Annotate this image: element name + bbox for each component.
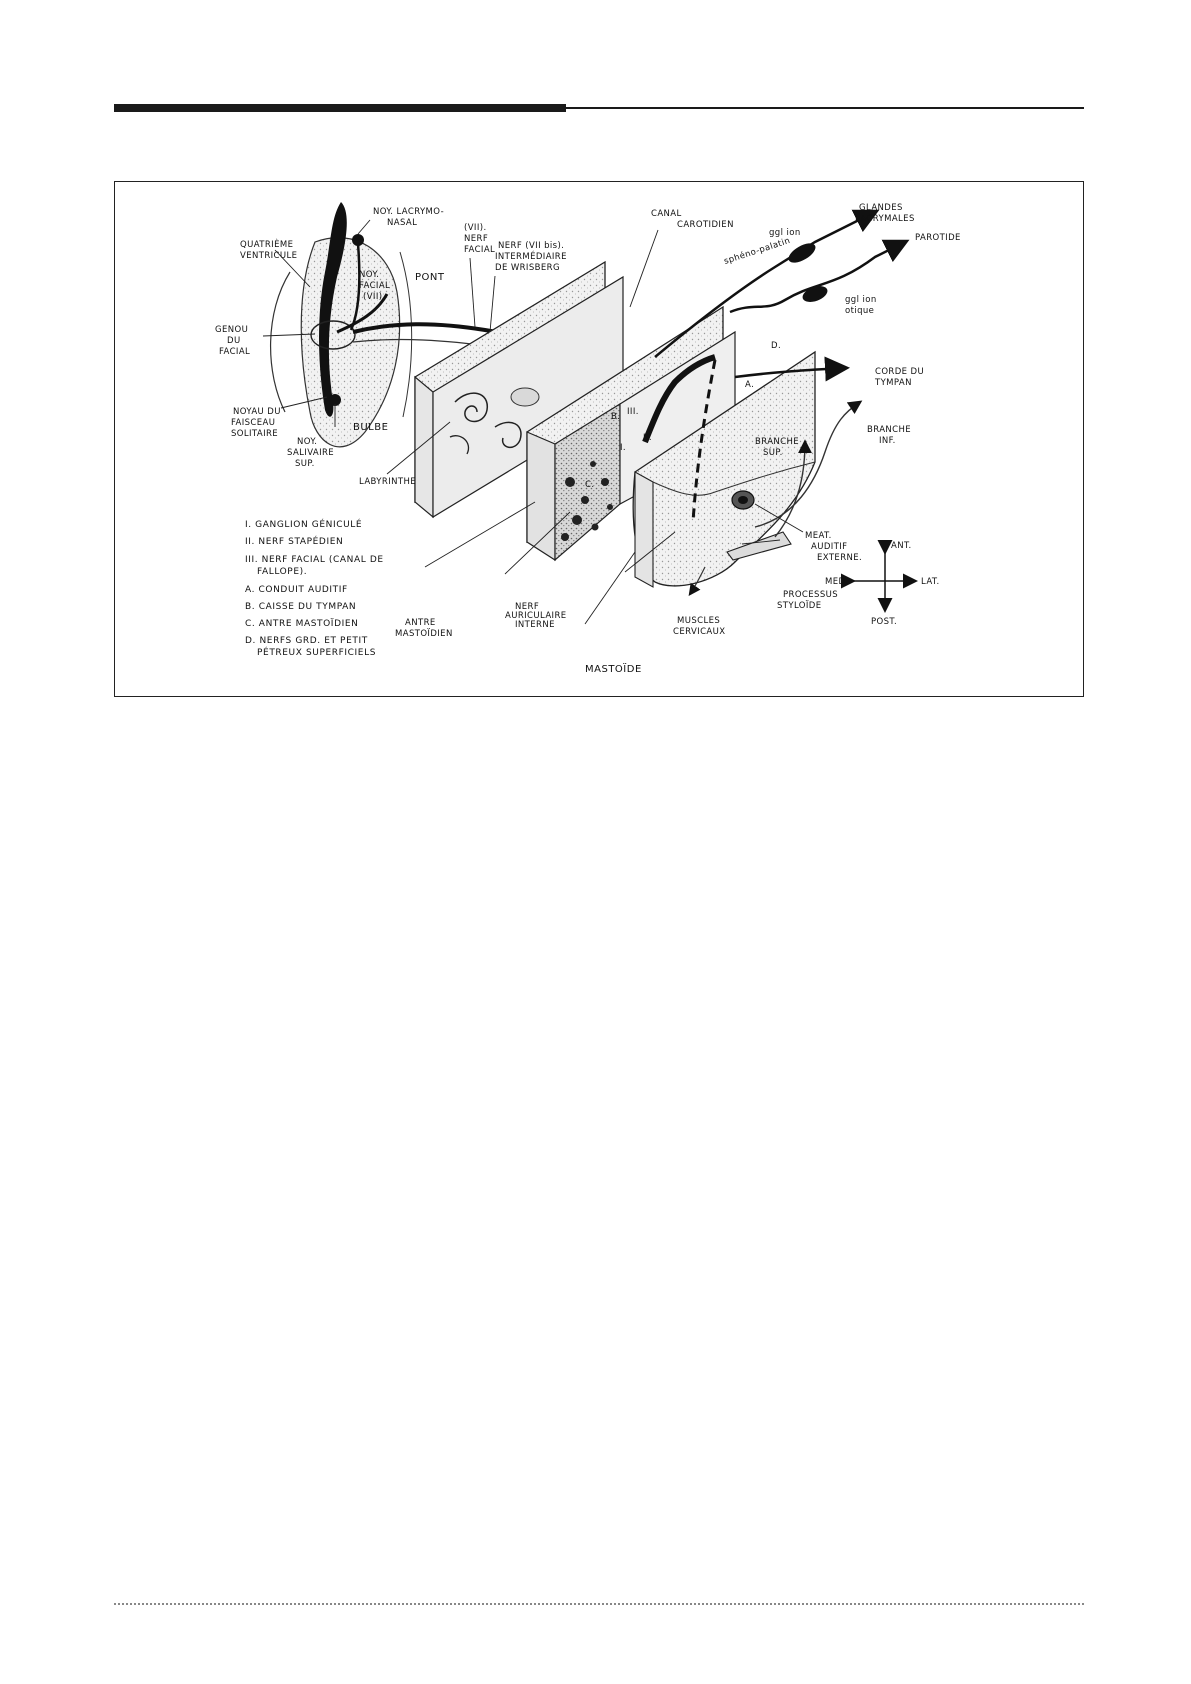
label-ganglion-otique: ggl ion (845, 295, 877, 305)
legend-item: PÉTREUX SUPERFICIELS (257, 648, 377, 658)
label-viibis: NERF (VII bis). (498, 241, 565, 251)
legend-item: C. ANTRE MASTOÏDIEN (245, 619, 359, 629)
label-noy-facial-2: FACIAL (359, 281, 391, 291)
label-b: B. (611, 412, 621, 422)
label-vii: (VII). (464, 223, 487, 233)
label-canal-2: CAROTIDIEN (677, 220, 734, 230)
header-rule-thick (114, 104, 566, 112)
label-c: C. (585, 480, 595, 490)
label-viibis-2: INTERMÉDIAIRE (495, 252, 567, 262)
label-corde-2: TYMPAN (875, 378, 912, 388)
label-branche-inf-2: INF. (879, 436, 896, 446)
legend-item: FALLOPE). (257, 567, 308, 577)
legend-item: D. NERFS GRD. ET PETIT (245, 636, 368, 646)
label-genou-2: DU (227, 336, 241, 346)
label-noy-lacrymo: NOY. LACRYMO- (373, 207, 445, 217)
label-noyau-faisceau: NOYAU DU (233, 407, 281, 417)
legend-item: I. GANGLION GÉNICULÉ (245, 520, 363, 530)
label-noyau-faisceau-2: FAISCEAU (231, 418, 276, 428)
header-rule-thin (566, 107, 1084, 109)
label-iii: III. (627, 407, 639, 417)
label-muscles: MUSCLES (677, 616, 721, 626)
label-meat-2: AUDITIF (811, 542, 848, 552)
label-quatrieme-ventricule-2: VENTRICULE (240, 251, 298, 261)
legend-item: B. CAISSE DU TYMPAN (245, 602, 357, 612)
facial-nerve-diagram (115, 182, 1085, 698)
compass-post: POST. (871, 617, 898, 627)
label-muscles-2: CERVICAUX (673, 627, 726, 637)
legend-item: III. NERF FACIAL (CANAL DE (245, 555, 384, 565)
label-genou: GENOU (215, 325, 249, 335)
label-i: I. (620, 443, 627, 453)
label-labyrinthe: LABYRINTHE (359, 477, 417, 487)
label-canal: CANAL (651, 209, 682, 219)
label-vii-2: NERF (464, 234, 489, 244)
label-quatrieme-ventricule: QUATRIÈME (240, 240, 294, 250)
label-antre: ANTRE (405, 618, 436, 628)
label-glandes: GLANDES (859, 203, 903, 213)
label-nerf-auric-2: AURICULAIRE (505, 611, 567, 621)
compass-ant: ANT. (891, 541, 912, 551)
compass-med: MED. (825, 577, 849, 587)
figure-frame (114, 181, 1084, 697)
label-parotide: PAROTIDE (915, 233, 961, 243)
label-branche-inf: BRANCHE (867, 425, 912, 435)
label-processus-2: STYLOÏDE (777, 601, 822, 611)
label-a: A. (745, 380, 755, 390)
label-ii: II. (643, 433, 652, 443)
label-meat: MEAT. (805, 531, 832, 541)
label-noyau-faisceau-3: SOLITAIRE (231, 429, 279, 439)
compass-lat: LAT. (921, 577, 940, 587)
legend (245, 518, 384, 658)
label-mastoide: MASTOÏDE (585, 664, 642, 675)
label-processus: PROCESSUS (783, 590, 839, 600)
label-ganglion-spheno: ggl ion (769, 228, 801, 238)
label-nerf-auric: NERF (515, 602, 540, 612)
label-branche-sup-2: SUP. (763, 448, 783, 458)
label-viibis-3: DE WRISBERG (495, 263, 560, 273)
label-genou-3: FACIAL (219, 347, 251, 357)
label-ganglion-otique-2: otique (845, 306, 875, 316)
footer-dotted-rule (114, 1603, 1084, 1605)
label-noy-facial: NOY. (359, 270, 380, 280)
label-noy-salivaire-2: SALIVAIRE (287, 448, 335, 458)
label-corde: CORDE DU (875, 367, 925, 377)
label-noy-salivaire-3: SUP. (295, 459, 315, 469)
label-antre-2: MASTOÏDIEN (395, 629, 453, 639)
label-noy-facial-3: (VII) (363, 292, 383, 302)
label-pont: PONT (415, 272, 445, 283)
legend-item: II. NERF STAPÉDIEN (245, 537, 344, 547)
label-ganglion-spheno-2: sphéno-palatin (722, 235, 792, 267)
label-nerf-auric-3: INTERNE (515, 620, 555, 630)
label-noy-salivaire: NOY. (297, 437, 318, 447)
orientation-compass (853, 552, 915, 610)
label-d: D. (771, 341, 782, 351)
legend-item: A. CONDUIT AUDITIF (245, 585, 348, 595)
label-glandes-2: LACRYMALES (855, 214, 915, 224)
label-bulbe: BULBE (353, 422, 389, 433)
label-meat-3: EXTERNE. (817, 553, 863, 563)
label-vii-3: FACIAL (464, 245, 496, 255)
label-noy-lacrymo-2: NASAL (387, 218, 418, 228)
label-branche-sup: BRANCHE (755, 437, 800, 447)
